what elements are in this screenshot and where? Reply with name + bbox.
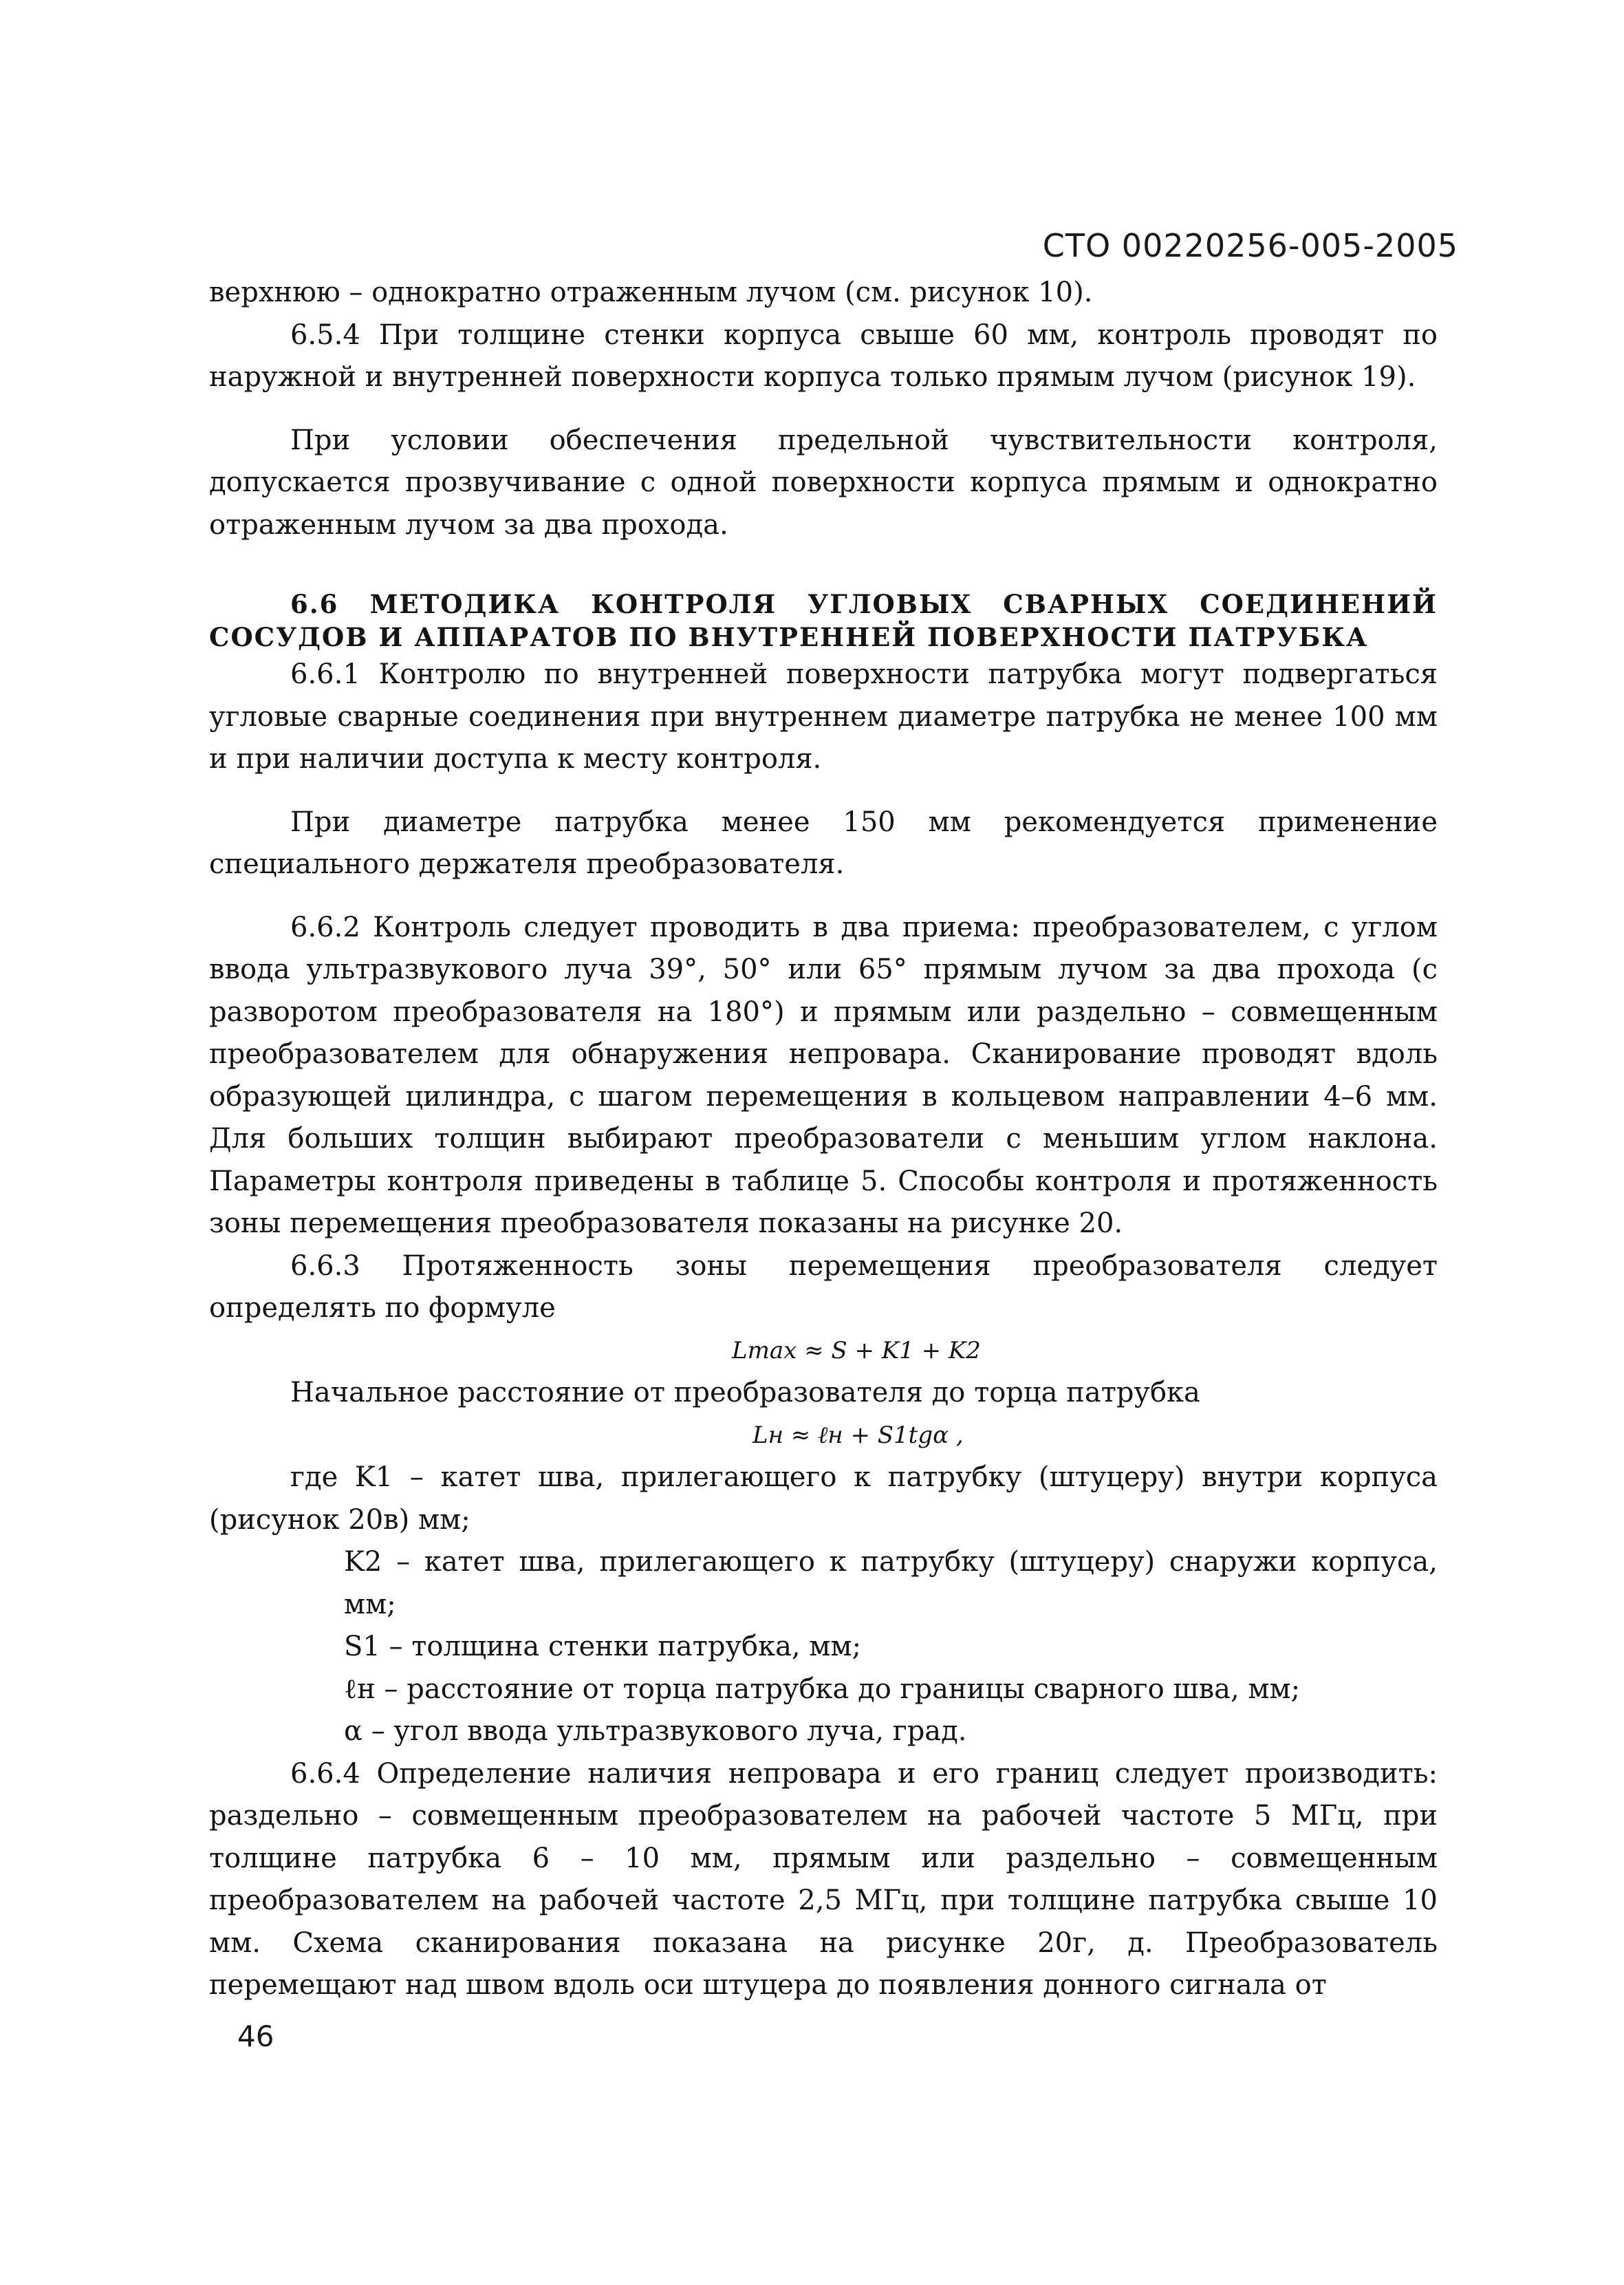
page-number: 46	[237, 2019, 274, 2053]
formula-lmax: Lmax ≈ S + K1 + K2	[732, 1336, 981, 1364]
page-body	[209, 272, 1438, 2007]
definition-k1: где K1 – катет шва, прилегающего к патрубку (штуцеру) внутри корпуса (рисунок 20в) мм;	[209, 1461, 1438, 1536]
paragraph-6-5-4: 6.5.4 При толщине стенки корпуса свыше 60 мм, контроль проводят по наружной и внутренней поверхности корпуса только прямым лучом (рисунок 19).	[209, 319, 1438, 393]
paragraph-6-6-1-note: При диаметре патрубка менее 150 мм рекомендуется применение специального держателя преобразователя.	[209, 806, 1438, 880]
definition-ln: ℓн – расстояние от торца патрубка до границы сварного шва, мм;	[344, 1673, 1301, 1705]
paragraph-6-6-3: 6.6.3 Протяженность зоны перемещения преобразователя следует определять по формуле	[209, 1249, 1438, 1324]
paragraph-6-6-2: 6.6.2 Контроль следует проводить в два приема: преобразователем, с углом ввода ультразвукового луча 39°, 50° или 65° прямым лучом за два прохода (с разворотом преобразователя на 180°) и прямым или раздельно – совмещенным преобразователем для обнаружения непровара. Сканирование проводят вдоль образующей цилиндра, с шагом перемещения в кольцевом направлении 4–6 мм. Для больших толщин выбирают преобразователи с меньшим углом наклона. Параметры контроля приведены в таблице 5. Способы контроля и протяженность зоны перемещения преобразователя показаны на рисунке 20.	[209, 911, 1438, 1239]
spacer	[209, 546, 1438, 588]
spacer	[209, 886, 1438, 907]
section-title-text: 6.6 МЕТОДИКА КОНТРОЛЯ УГЛОВЫХ СВАРНЫХ СОЕДИНЕНИЙ СОСУДОВ И АППАРАТОВ ПО ВНУТРЕННЕЙ ПОВЕРХНОСТИ ПАТРУБКА	[209, 589, 1438, 652]
section-title-6-6	[209, 588, 1438, 654]
document-code: СТО 00220256-005-2005	[1042, 227, 1458, 264]
paragraph-6-6-4: 6.6.4 Определение наличия непровара и его границ следует производить: раздельно – совмещенным преобразователем на рабочей частоте 5 МГц, при толщине патрубка 6 – 10 мм, прямым или раздельно – совмещенным преобразователем на рабочей частоте 2,5 МГц, при толщине патрубка свыше 10 мм. Схема сканирования показана на рисунке 20г, д. Преобразователь перемещают над швом вдоль оси штуцера до появления донного сигнала от	[209, 1757, 1438, 2001]
definition-alpha: α – угол ввода ультразвукового луча, град.	[344, 1715, 967, 1747]
paragraph-continuation: верхнюю – однократно отраженным лучом (см. рисунок 10).	[209, 277, 1093, 308]
spacer	[209, 781, 1438, 802]
spacer	[209, 399, 1438, 420]
formula-ln: Lн ≈ ℓн + S1tgα ,	[753, 1421, 964, 1449]
paragraph-6-6-1: 6.6.1 Контролю по внутренней поверхности патрубка могут подвергаться угловые сварные соединения при внутреннем диаметре патрубка не менее 100 мм и при наличии доступа к месту контроля.	[209, 658, 1438, 775]
definition-s1: S1 – толщина стенки патрубка, мм;	[344, 1631, 862, 1662]
paragraph-initial-distance: Начальное расстояние от преобразователя до торца патрубка	[290, 1377, 1200, 1408]
paragraph-6-5-4-note: При условии обеспечения предельной чувствительности контроля, допускается прозвучивание с одной поверхности корпуса прямым и однократно отраженным лучом за два прохода.	[209, 424, 1438, 541]
definition-k2: K2 – катет шва, прилегающего к патрубку (штуцеру) снаружи корпуса, мм;	[344, 1546, 1438, 1620]
